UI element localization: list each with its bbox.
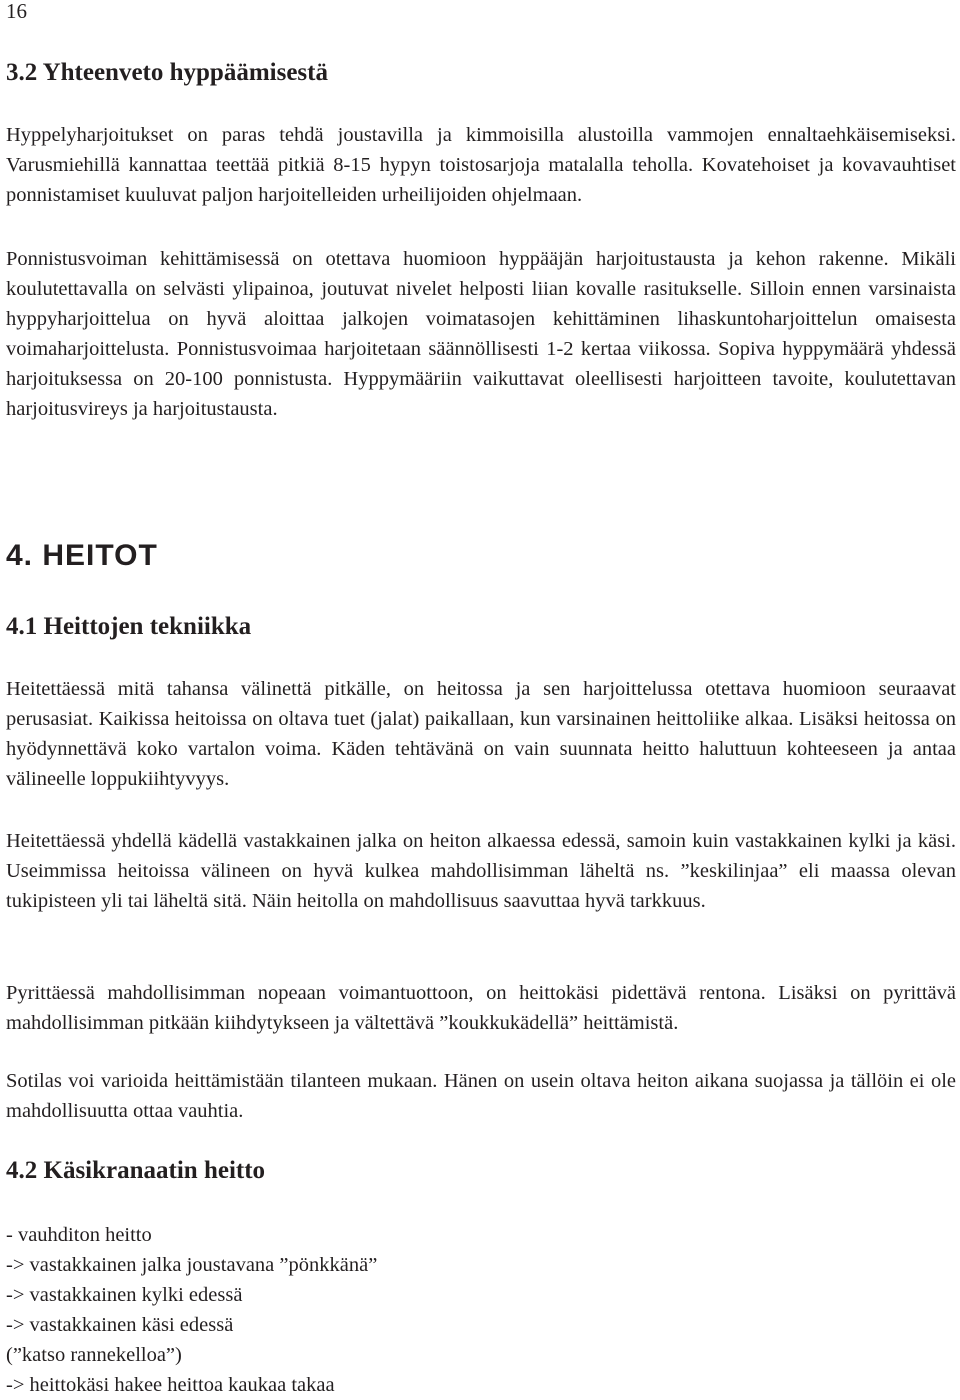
list-item: -> vastakkainen jalka joustavana ”pönkkänä” (6, 1254, 378, 1276)
list-item: -> vastakkainen kylki edessä (6, 1284, 243, 1306)
section-heading-3-2: 3.2 Yhteenveto hyppäämisestä (6, 59, 328, 86)
list-item: -> heittokäsi hakee heittoa kaukaa takaa (6, 1374, 335, 1396)
paragraph-3-2-1: Hyppelyharjoitukset on paras tehdä joustavilla ja kimmoisilla alustoilla vammojen ennaltaehkäisemiseksi. Varusmiehillä kannattaa teettää pitkiä 8-15 hypyn toistosarjoja matalalla teholla. Kovatehoiset ja kovavauhtiset ponnistamiset kuuluvat paljon harjoitelleiden urheilijoiden ohjelmaan. (6, 124, 956, 206)
section-heading-4-2: 4.2 Käsikranaatin heitto (6, 1157, 266, 1184)
chapter-heading-4: 4. HEITOT (6, 539, 158, 572)
grenade-throw-list (6, 1220, 377, 1400)
paragraph-4-1-1: Heitettäessä mitä tahansa välinettä pitkälle, on heitossa ja sen harjoittelussa otettava huomioon seuraavat perusasiat. Kaikissa heitoissa on oltava tuet (jalat) paikallaan, kun varsinainen heittoliike alkaa. Lisäksi heitossa on hyödynnettävä koko vartalon voima. Käden tehtävänä on vain suunnata heitto haluttuun kohteeseen ja antaa välineelle loppukiihtyvyys. (6, 678, 956, 790)
paragraph-3-2-2: Ponnistusvoiman kehittämisessä on otettava huomioon hyppääjän harjoitustausta ja kehon rakenne. Mikäli koulutettavalla on selvästi ylipainoa, joutuvat nivelet helposti liian kovalle rasitukselle. Silloin ennen varsinaista hyppyharjoittelua on hyvä aloittaa jalkojen voimatasojen kehittäminen lihaskuntoharjoittelun omaisesta voimaharjoittelusta. Ponnistusvoimaa harjoitetaan säännöllisesti 1-2 kertaa viikossa. Sopiva hyppymäärä yhdessä harjoituksessa on 20-100 ponnistusta. Hyppymääriin vaikuttavat oleellisesti harjoitteen tavoite, koulutettavan harjoitusvireys ja harjoitustausta. (6, 248, 956, 420)
paragraph-4-1-3: Pyrittäessä mahdollisimman nopeaan voimantuottoon, on heittokäsi pidettävä rentona. Lisäksi on pyrittävä mahdollisimman pitkään kiihdytykseen ja vältettävä ”koukkukädellä” heittämistä. (6, 982, 956, 1034)
page-number: 16 (6, 0, 27, 23)
paragraph-4-1-4: Sotilas voi varioida heittämistään tilanteen mukaan. Hänen on usein oltava heiton aikana suojassa ja tällöin ei ole mahdollisuutta ottaa vauhtia. (6, 1070, 956, 1122)
list-item: -> vastakkainen käsi edessä (6, 1314, 234, 1336)
paragraph-4-1-2: Heitettäessä yhdellä kädellä vastakkainen jalka on heiton alkaessa edessä, samoin kuin vastakkainen kylki ja käsi. Useimmissa heitoissa välineen on hyvä kulkea mahdollisimman läheltä ns. ”keskilinjaa” eli maassa olevan tukipisteen yli tai läheltä sitä. Näin heitolla on mahdollisuus saavuttaa hyvä tarkkuus. (6, 830, 956, 912)
section-heading-4-1: 4.1 Heittojen tekniikka (6, 613, 252, 640)
list-item: - vauhditon heitto (6, 1224, 152, 1246)
list-item: (”katso rannekelloa”) (6, 1344, 182, 1366)
